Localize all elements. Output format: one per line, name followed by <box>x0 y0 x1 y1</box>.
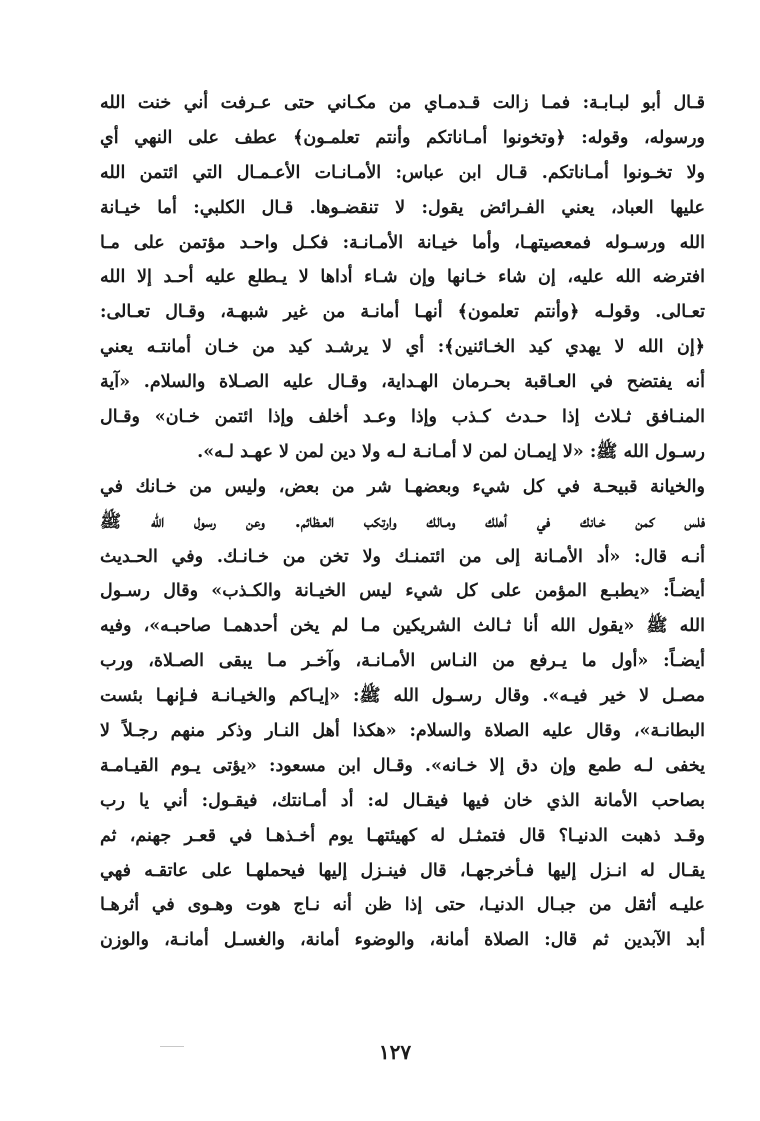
footer-divider <box>160 1046 184 1047</box>
text-line: تعـالى. وقولـه ﴿وأنتم تعلمون﴾ أنهـا أمانـة من غير شبهـة، وقـال تعـالى: <box>100 302 705 323</box>
text-line: عليها العباد، يعني الفـرائض يقول: لا تنقضـوها. قـال الكلبي: أما خيـانة <box>100 197 705 218</box>
text-line: ورسوله، وقوله: ﴿وتخونوا أمـاناتكم وأنتم تعلمـون﴾ عطف على النهي أي <box>100 127 705 148</box>
text-line: المنـافق ثـلاث إذا حـدث كـذب وإذا وعـد أخلف وإذا ائتمن خـان» وقـال <box>100 407 705 428</box>
text-line: أنـه قال: «أد الأمـانة إلى من ائتمنـك ولا تخن من خـانـك. وفي الحـديث <box>100 546 705 567</box>
text-line: الله ﷺ «يقول الله أنا ثـالث الشريكين مـا لم يخن أحدهمـا صاحبـه»، وفيه <box>100 616 705 637</box>
text-line: أيضـاً: «يطبـع المؤمن على كل شيء ليس الخيـانة والكـذب» وقال رسـول <box>100 581 705 602</box>
text-line: ﴿إن الله لا يهدي كيد الخـائنين﴾: أي لا يرشـد كيد من خـان أمانتـه يعني <box>100 337 705 358</box>
text-line: الله ورسـوله فمعصيتهـا، وأما خيـانة الأمـانـة: فكـل واحـد مؤتمن على مـا <box>100 232 705 253</box>
text-line: أنه يفتضح في العـاقبة بحـرمان الهـداية، وقـال عليه الصـلاة والسلام. «آية <box>100 372 705 393</box>
text-line: البطانـة»، وقال عليه الصلاة والسلام: «هكذا أهل النـار وذكر منهم رجـلاً لا <box>100 721 705 742</box>
text-line: يقـال له انـزل إليها فـأخرجهـا، قال فينـزل إليها فيحملهـا على عاتقـه فهي <box>100 860 705 881</box>
text-line: يخفى لـه طمع وإن دق إلا خـانه». وقـال ابن مسعود: «يؤتى يـوم القيـامـة <box>100 755 705 776</box>
text-line: بصاحب الأمانة الذي خان فيها فيقـال له: أد أمـانتك، فيقـول: أني يا رب <box>100 790 705 811</box>
text-line: قـال أبو لبـابـة: فمـا زالت قـدمـاي من مكـاني حتى عـرفت أني خنت الله <box>100 93 705 113</box>
body-text <box>100 86 705 958</box>
text-line: أبد الآبدين ثم قال: الصلاة أمانة، والوضوء أمانة، والغسـل أمانـة، والوزن <box>100 930 705 951</box>
text-line: فلس كمن خـانك في أهلك ومـالك وارتكب العـظائم. وعن رسول الله ﷺ <box>100 511 705 532</box>
text-line: مصـل لا خير فيـه». وقال رسـول الله ﷺ: «إيـاكم والخيـانـة فـإنهـا بئست <box>100 686 705 707</box>
text-line: رسـول الله ﷺ: «لا إيمـان لمن لا أمـانـة لـه ولا دين لمن لا عهـد لـه». <box>197 441 705 462</box>
text-line: ولا تخـونوا أمـاناتكم. قـال ابن عباس: الأمـانـات الأعـمـال التي ائتمن الله <box>100 162 705 183</box>
text-line: افترضه الله عليه، إن شاء خـانها وإن شـاء أداها لا يـطلع عليه أحـد إلا الله <box>100 267 705 288</box>
text-line: عليـه أثقل من جبـال الدنيـا، حتى إذا ظن أنه نـاج هوت وهـوى في أثرهـا <box>100 895 705 916</box>
page-number: ١٢٧ <box>378 1040 412 1064</box>
text-line: أيضـاً: «أول ما يـرفع من النـاس الأمـانـة، وآخـر مـا يبقى الصـلاة، ورب <box>100 651 705 672</box>
text-line: وقـد ذهبت الدنيـا؟ قال فتمثـل له كهيئتهـا يوم أخـذهـا في قعـر جهنم، ثم <box>100 825 705 846</box>
text-line: والخيانة قبيحـة في كل شيء وبعضهـا شر من بعض، وليس من خـانك في <box>100 476 705 497</box>
